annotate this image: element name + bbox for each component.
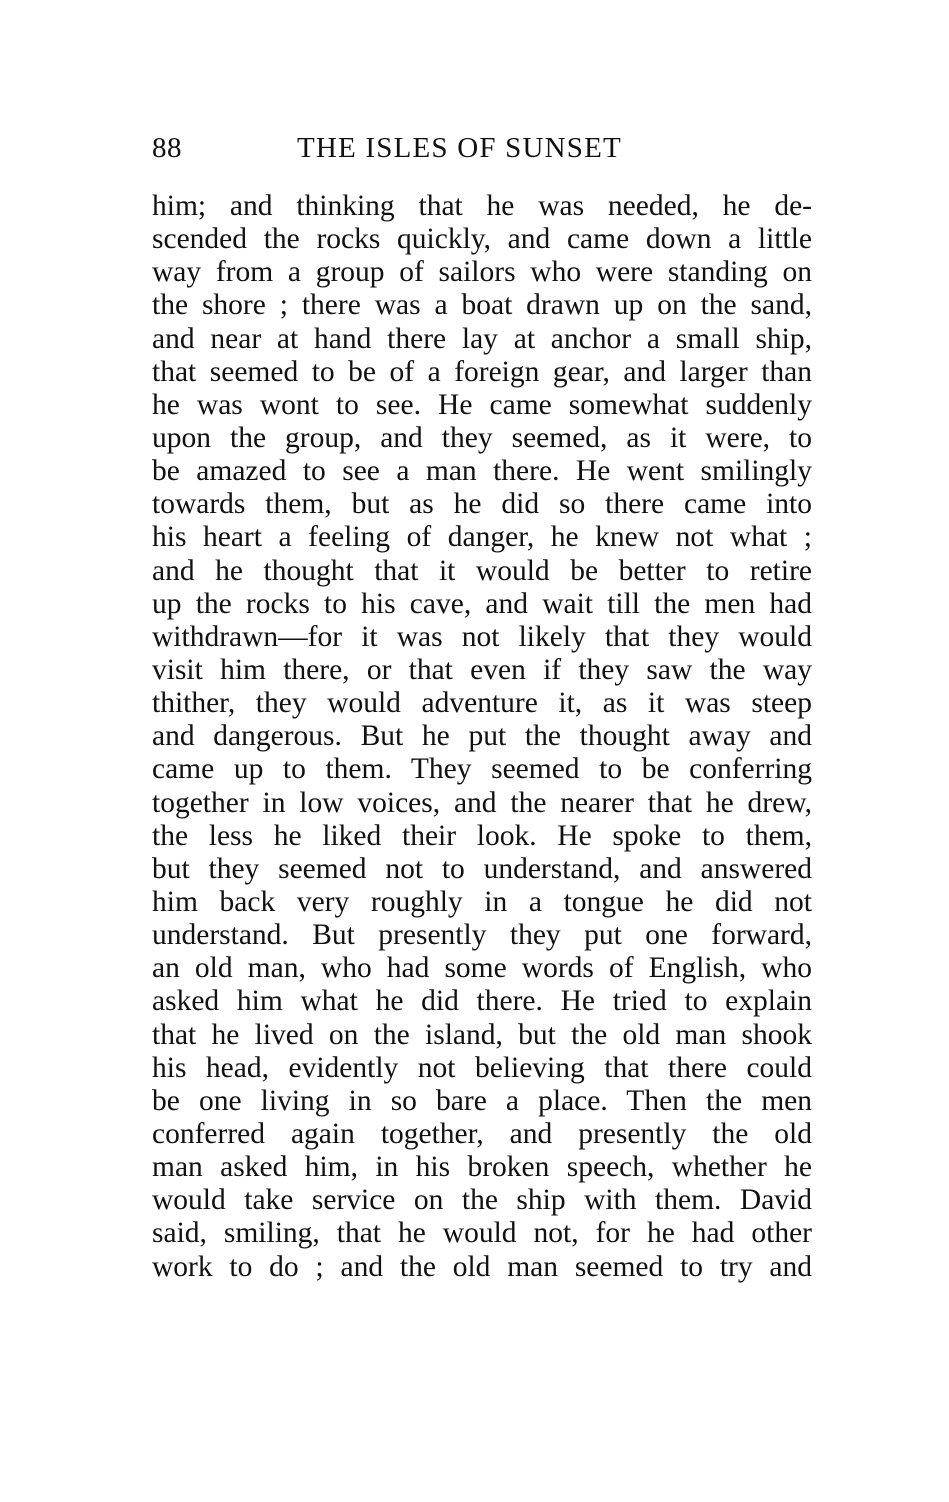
text-line: upon the group, and they seemed, as it were, to	[152, 421, 812, 454]
book-title: THE ISLES OF SUNSET	[297, 132, 622, 164]
text-line: the shore ; there was a boat drawn up on the sand,	[152, 289, 812, 322]
text-line: that he lived on the island, but the old man shook	[152, 1018, 812, 1051]
text-line: way from a group of sailors who were standing on	[152, 256, 812, 289]
running-head	[152, 128, 812, 168]
text-line: his heart a feeling of danger, he knew not what ;	[152, 521, 812, 554]
text-line: work to do ; and the old man seemed to try and	[152, 1250, 812, 1283]
text-line: up the rocks to his cave, and wait till the men had	[152, 587, 812, 620]
text-line: conferred again together, and presently the old	[152, 1117, 812, 1150]
text-line: and near at hand there lay at anchor a small ship,	[152, 322, 812, 355]
text-line: him back very roughly in a tongue he did not	[152, 885, 812, 918]
text-line: him; and thinking that he was needed, he de-	[152, 190, 812, 222]
text-line: asked him what he did there. He tried to explain	[152, 985, 812, 1018]
text-line: an old man, who had some words of English, who	[152, 952, 812, 985]
text-line: thither, they would adventure it, as it was steep	[152, 687, 812, 720]
text-line: visit him there, or that even if they saw the way	[152, 653, 812, 686]
text-line: his head, evidently not believing that there could	[152, 1051, 812, 1084]
text-line: be amazed to see a man there. He went smilingly	[152, 455, 812, 488]
text-line: withdrawn—for it was not likely that they would	[152, 620, 812, 653]
text-line: the less he liked their look. He spoke to them,	[152, 819, 812, 852]
text-line: understand. But presently they put one forward,	[152, 919, 812, 952]
text-line: man asked him, in his broken speech, whether he	[152, 1151, 812, 1184]
body-text	[152, 190, 812, 1284]
text-line: but they seemed not to understand, and answered	[152, 852, 812, 885]
text-line: be one living in so bare a place. Then the men	[152, 1084, 812, 1117]
text-line: together in low voices, and the nearer that he drew,	[152, 786, 812, 819]
text-line: came up to them. They seemed to be conferring	[152, 753, 812, 786]
text-line: and dangerous. But he put the thought away and	[152, 720, 812, 753]
text-line: and he thought that it would be better to retire	[152, 554, 812, 587]
text-line: that seemed to be of a foreign gear, and larger than	[152, 355, 812, 388]
text-line: towards them, but as he did so there came into	[152, 488, 812, 521]
text-line: said, smiling, that he would not, for he had other	[152, 1217, 812, 1250]
page-number: 88	[152, 132, 182, 164]
text-line: scended the rocks quickly, and came down a little	[152, 223, 812, 256]
text-line: he was wont to see. He came somewhat suddenly	[152, 388, 812, 421]
text-line: would take service on the ship with them. David	[152, 1184, 812, 1217]
